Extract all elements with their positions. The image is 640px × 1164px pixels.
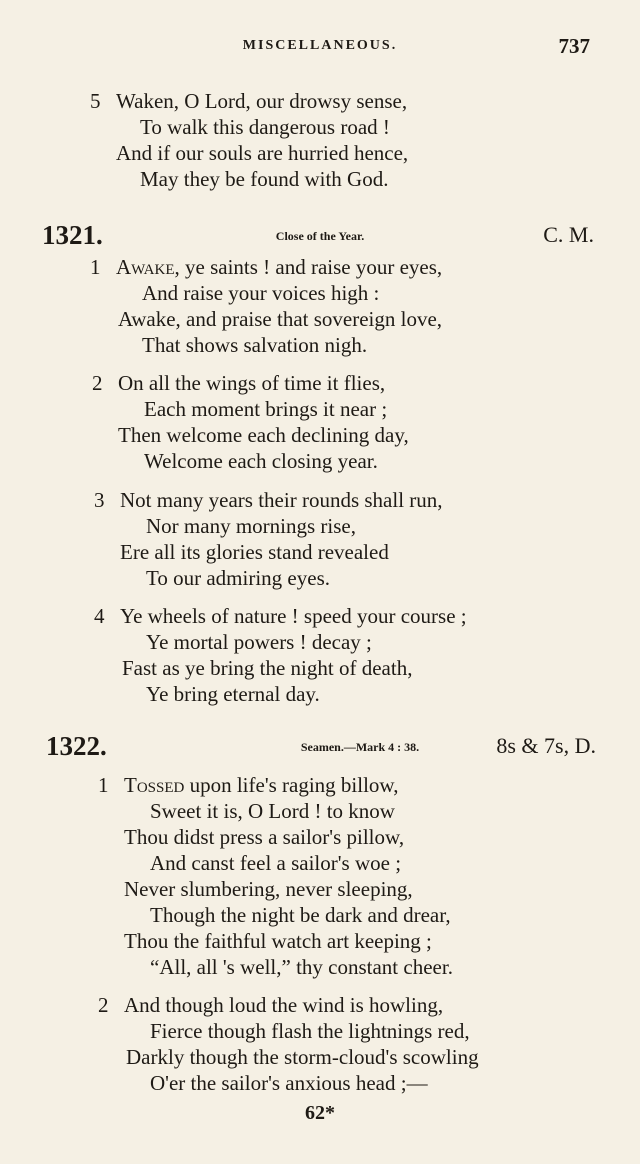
verse-line: Awake, and praise that sovereign love, — [118, 307, 443, 331]
running-head — [0, 36, 640, 60]
stanza-number: 4 — [94, 604, 105, 628]
verse-line: Welcome each closing year. — [144, 449, 378, 473]
verse-line: On all the wings of time it flies, — [118, 371, 386, 395]
hymn-title: Close of the Year. — [275, 229, 365, 243]
verse-line: Though the night be dark and drear, — [150, 903, 451, 927]
hymn-1321-header — [0, 220, 640, 250]
verse-line: Each moment brings it near ; — [144, 397, 388, 421]
verse-line: Fierce though flash the lightnings red, — [150, 1019, 470, 1043]
running-title: MISCELLANEOUS. — [242, 38, 398, 53]
line-rest: upon life's raging billow, — [184, 773, 399, 797]
stanza-number: 1 — [90, 255, 101, 279]
verse-line: Ye mortal powers ! decay ; — [146, 630, 372, 654]
verse-line: Not many years their rounds shall run, — [120, 488, 443, 512]
verse-line: Ye bring eternal day. — [146, 682, 320, 706]
stanza-number: 5 — [90, 89, 101, 113]
verse-line — [116, 254, 442, 280]
page-number: 737 — [558, 34, 590, 58]
verse-line: Ye wheels of nature ! speed your course ; — [120, 604, 467, 628]
hymn-title: Seamen.—Mark 4 : 38. — [300, 740, 420, 754]
verse-line: Fast as ye bring the night of death, — [122, 656, 413, 680]
verse-line: Thou the faithful watch art keeping ; — [124, 929, 432, 953]
verse-line: O'er the sailor's anxious head ;— — [150, 1071, 428, 1095]
line-rest: ye saints ! and raise your eyes, — [179, 255, 443, 279]
verse-line: Waken, O Lord, our drowsy sense, — [116, 89, 408, 113]
stanza-number: 1 — [98, 773, 109, 797]
hymn-1322-header — [0, 731, 640, 761]
verse-line: Sweet it is, O Lord ! to know — [150, 799, 395, 823]
verse-line: And raise your voices high : — [142, 281, 380, 305]
verse-line: Then welcome each declining day, — [118, 423, 409, 447]
verse-line: May they be found with God. — [140, 167, 389, 191]
hymn-number: 1322. — [46, 731, 107, 761]
hymn-meter: C. M. — [543, 222, 594, 247]
verse-line: “All, all 's well,” thy constant cheer. — [150, 955, 453, 979]
stanza-number: 3 — [94, 488, 105, 512]
verse-line: And though loud the wind is howling, — [124, 993, 444, 1017]
verse-line: Ere all its glories stand revealed — [120, 540, 389, 564]
stanza-number: 2 — [92, 371, 103, 395]
verse-line: To our admiring eyes. — [146, 566, 330, 590]
first-word: Awake, — [116, 255, 180, 279]
stanza-number: 2 — [98, 993, 109, 1017]
verse-line: That shows salvation nigh. — [142, 333, 368, 357]
hymn-number: 1321. — [42, 220, 103, 250]
verse-line: To walk this dangerous road ! — [140, 115, 390, 139]
verse-line: And canst feel a sailor's woe ; — [150, 851, 402, 875]
verse-line: Thou didst press a sailor's pillow, — [124, 825, 405, 849]
signature-mark: 62* — [305, 1102, 335, 1124]
verse-line: Darkly though the storm-cloud's scowling — [126, 1045, 479, 1069]
hymn-meter: 8s & 7s, D. — [496, 733, 596, 758]
verse-line: And if our souls are hurried hence, — [116, 141, 409, 165]
verse-line: Never slumbering, never sleeping, — [124, 877, 413, 901]
verse-line: Nor many mornings rise, — [146, 514, 356, 538]
verse-line — [124, 772, 399, 798]
first-word: Tossed — [124, 773, 185, 797]
